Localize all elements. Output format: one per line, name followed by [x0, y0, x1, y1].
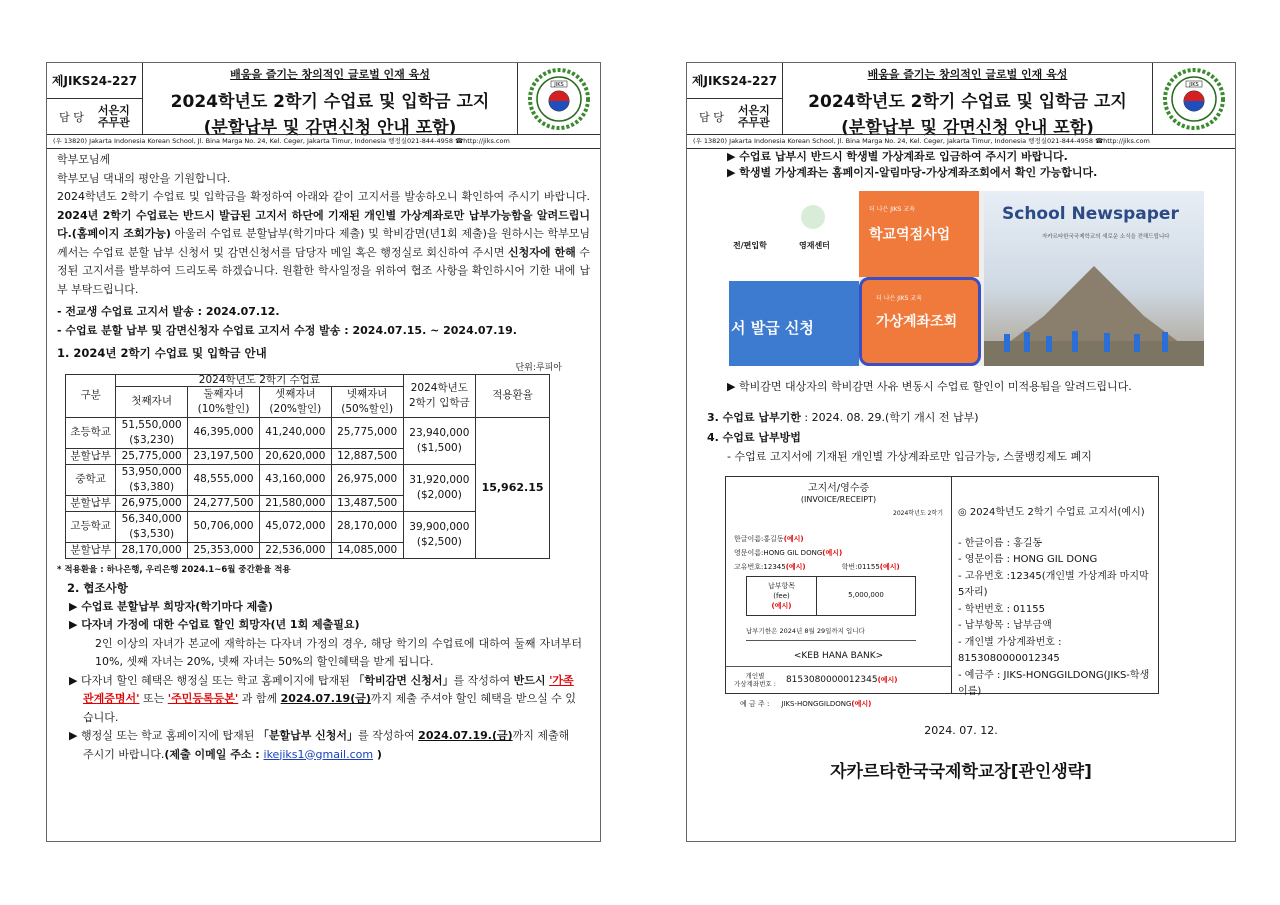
document-title: 2024학년도 2학기 수업료 및 입학금 고지 — [808, 92, 1127, 112]
table-row: 고등학교 56,340,000 ($3,530) 50,706,000 45,072,000 28,170,000 39,900,000 ($2,500) — [66, 511, 550, 542]
svg-text:JIKS: JIKS — [1189, 82, 1199, 88]
payment-note-2: ▶ 학생별 가상계좌는 홈페이지-알림마당-가상계좌조회에서 확인 가능합니다. — [727, 166, 1098, 179]
document-header — [47, 63, 600, 149]
table-row: 분할납부 28,170,000 25,353,000 22,536,000 14,085,000 — [66, 542, 550, 558]
fee-amount: 5,000,000 — [848, 591, 884, 600]
invoice-title: 고지서/영수증 (INVOICE/RECEIPT) — [800, 483, 877, 504]
document-subtitle: (분할납부 및 감면신청 안내 포함) — [203, 118, 457, 138]
section-1-title: 1. 2024년 2학기 수업료 및 입학금 안내 — [57, 346, 267, 360]
section-4-title: 4. 수업료 납부방법 — [707, 431, 801, 444]
notice-page-2 — [686, 62, 1236, 842]
coop-item-1: ▶ 수업료 분할납부 희망자(학기마다 제출) — [69, 599, 273, 613]
th-gubun: 구분 — [66, 374, 116, 417]
table-row: 분할납부 25,775,000 23,197,500 20,620,000 12,887,500 — [66, 448, 550, 464]
virtual-account-tile[interactable]: 더 나은 JIKS 교육 가상계좌조회 — [859, 277, 981, 366]
coop-item-2: ▶ 다자녀 가정에 대한 수업료 할인 희망자(년 1회 제출필요) — [69, 618, 360, 631]
th-entrance: 2024학년도 2학기 입학금 — [403, 374, 476, 417]
document-code: 제JIKS24-227 — [47, 63, 143, 99]
notice-page-1 — [46, 62, 601, 842]
dam-title: 주무관 — [97, 116, 130, 129]
gifted-center-label: 영재센터 — [799, 241, 830, 250]
slogan: 배움을 즐기는 창의적인 글로벌 인재 육성 — [230, 68, 430, 81]
transfer-tile-label: 전/편입학 — [733, 241, 767, 250]
table-row: 초등학교 51,550,000 ($3,230) 46,395,000 41,240,000 25,775,000 23,940,000 ($1,500) 15,962.15 — [66, 417, 550, 448]
document-title: 2024학년도 2학기 수업료 및 입학금 고지 — [170, 92, 490, 112]
th-child1: 첫째자녀 — [116, 386, 188, 417]
th-child3: 셋째자녀 (20%할인) — [259, 386, 331, 417]
th-rate: 적용환율 — [476, 374, 550, 417]
person-in-charge: 담 당 서은지 주무관 — [687, 99, 783, 135]
coop-item-3: ▶ 다자녀 할인 혜택은 행정실 또는 학교 홈페이지에 탑재된 「학비감면 신청서」를 작성하여 반드시 '가족관계증명서' 또는 '주민등록등본' 과 함께 2024.07.19(금)까지 제출 주셔야 할인 혜택을 받으실 수 있습니다. — [69, 673, 577, 724]
dam-label: 담 당 — [59, 111, 84, 124]
rate-note: * 적용환율 : 하나은행, 우리은행 2024.1~6월 중간환율 적용 — [57, 564, 291, 575]
school-logo — [1153, 63, 1235, 135]
th-group: 2024학년도 2학기 수업료 — [116, 374, 403, 386]
th-child4: 넷째자녀 (50%할인) — [331, 386, 403, 417]
section-3-title: 3. 수업료 납부기한 — [707, 410, 801, 424]
section-2-title: 2. 협조사항 — [67, 581, 128, 595]
certificate-tile: 서 발급 신청 — [729, 281, 859, 366]
svg-text:JIKS: JIKS — [554, 82, 564, 88]
temple-photo — [984, 246, 1204, 366]
notice-date-1: - 전교생 수업료 고지서 발송 : 2024.07.12. — [57, 305, 280, 318]
document-code: 제JIKS24-227 — [687, 63, 783, 99]
coop-item-2-desc: 2인 이상의 자녀가 본교에 재학하는 다자녀 가정의 경우, 해당 학기의 수업료에 대하여 둘째 자녀부터 10%, 셋째 자녀는 20%, 넷째 자녀는 50%의 할인혜택을 받게 됩니다. — [95, 636, 582, 668]
coop-item-4: ▶ 행정실 또는 학교 홈페이지에 탑재된 「분할납부 신청서」를 작성하여 2024.07.19.(금)까지 제출해 주시기 바랍니다.(제출 이메일 주소 : ikejiks1@gmail.com ) — [69, 729, 570, 761]
dam-name: 서은지 — [97, 104, 130, 117]
payment-note-1: ▶ 수업료 납부시 반드시 학생별 가상계좌로 입금하여 주시기 바랍니다. — [727, 150, 1068, 163]
school-newspaper-tile[interactable]: School Newspaper 자카르타한국국제학교의 새로운 소식을 전해드립니다 — [984, 191, 1204, 366]
invoice-explanation: ◎ 2024학년도 2학기 수업료 고지서(예시) - 한글이름 : 홍길동 - 영문이름 : HONG GIL DONG - 고유번호 :12345(개인별 가상계좌 마지막 5자리) - 학번번호 : 01155 - 납부항목 : 납부금액 - 개인별 가상계좌번호 : 8153080000012345 - 예금주 : JIKS-HONGGILDONG(JIKS-학생이름) — [958, 507, 1150, 697]
discount-note: ▶ 학비감면 대상자의 학비감면 사유 변동시 수업료 할인이 미적용됨을 알려드립니다. — [727, 380, 1132, 393]
section-3-desc: : 2024. 08. 29.(학기 개시 전 납부) — [800, 410, 979, 424]
school-logo — [518, 63, 600, 135]
table-row: 중학교 53,950,000 ($3,380) 48,555,000 43,160,000 26,975,000 31,920,000 ($2,000) — [66, 464, 550, 495]
notice-date-2: - 수업료 분할 납부 및 감면신청자 수업료 고지서 수정 발송 : 2024.07.15. ~ 2024.07.19. — [57, 323, 517, 337]
slogan: 배움을 즐기는 창의적인 글로벌 인재 육성 — [867, 68, 1068, 81]
issue-date: 2024. 07. 12. — [924, 724, 998, 737]
document-subtitle: (분할납부 및 감면신청 안내 포함) — [841, 118, 1094, 138]
intro-paragraph: 2024학년도 2학기 수업료 및 입학금을 확정하여 아래와 같이 고지서를 발송하오니 확인하여 주시기 바랍니다. 2024년 2학기 수업료는 반드시 발급된 고지서 하단에 기재된 개인별 가상계좌로만 납부가능함을 알려드립니다.(홈페이지 조회가능) 아울러 수업료 분할납부(학기마다 제출) 및 학비감면(년1회 제출)을 원하시는 학부모님께서는 수업료 분할 납부 신청서 및 감면신청서를 담당자 메일 혹은 행정실로 회신하여 주시면 신청자에 한해 수정된 고지서를 발부하여 드리도록 하겠습니다. 원활한 학사일정을 위하여 협조 사항을 확인하시어 기한 내에 납부 부탁드립니다. — [57, 190, 591, 296]
homepage-banner-screenshot — [729, 191, 1204, 366]
th-child2: 둘째자녀 (10%할인) — [188, 386, 260, 417]
school-address: (우 13820) Jakarta Indonesia Korean School, Jl. Bina Marga No. 24, Kel. Ceger, Jakarta Timur, Indonesia 행정실021-844-4958 ☎http://jiks.com — [47, 134, 600, 148]
priority-project-tile: 더 나은 JIKS 교육 학교역점사업 — [859, 191, 979, 277]
fee-table — [65, 374, 550, 559]
invoice-image: 고지서/영수증 (INVOICE/RECEIPT) 2024학년도 2학기 한글이름:홍길동(예시) 영문이름:HONG GIL DONG(예시) 고유번호:12345(예시) 학번:01155(예시) 납부항목 (fee) (예시) 5,000,000 납부기한은 2024년 8월 29일까지 입니다 <KEB HANA BANK> 개인별 가상계좌번호 : 8153080000012345(예시) 예 금 주 : JIKS-HONGGILDONG(예시) — [726, 477, 952, 693]
section-4-desc: - 수업료 고지서에 기재된 개인별 가상계좌로만 입금가능, 스쿨뱅킹제도 폐지 — [727, 449, 1092, 463]
invoice-sample — [725, 476, 1159, 708]
exchange-rate: 15,962.15 — [476, 417, 550, 558]
gifted-center-icon — [801, 205, 825, 229]
greeting-2: 학부모님 댁내의 평안을 기원합니다. — [57, 171, 231, 185]
school-address: (우 13820) Jakarta Indonesia Korean School, Jl. Bina Marga No. 24, Kel. Ceger, Jakarta Timur, Indonesia 행정실021-844-4958 ☎http://jiks.com — [687, 134, 1235, 148]
person-in-charge — [47, 99, 143, 135]
greeting: 학부모님께 — [57, 153, 111, 166]
principal-signature: 자카르타한국국제학교장[관인생략] — [830, 761, 1092, 782]
document-header — [687, 63, 1235, 149]
email-link[interactable]: ikejiks1@gmail.com — [263, 747, 374, 761]
table-row: 분할납부 26,975,000 24,277,500 21,580,000 13,487,500 — [66, 495, 550, 511]
unit-label: 단위:루피아 — [515, 362, 562, 373]
